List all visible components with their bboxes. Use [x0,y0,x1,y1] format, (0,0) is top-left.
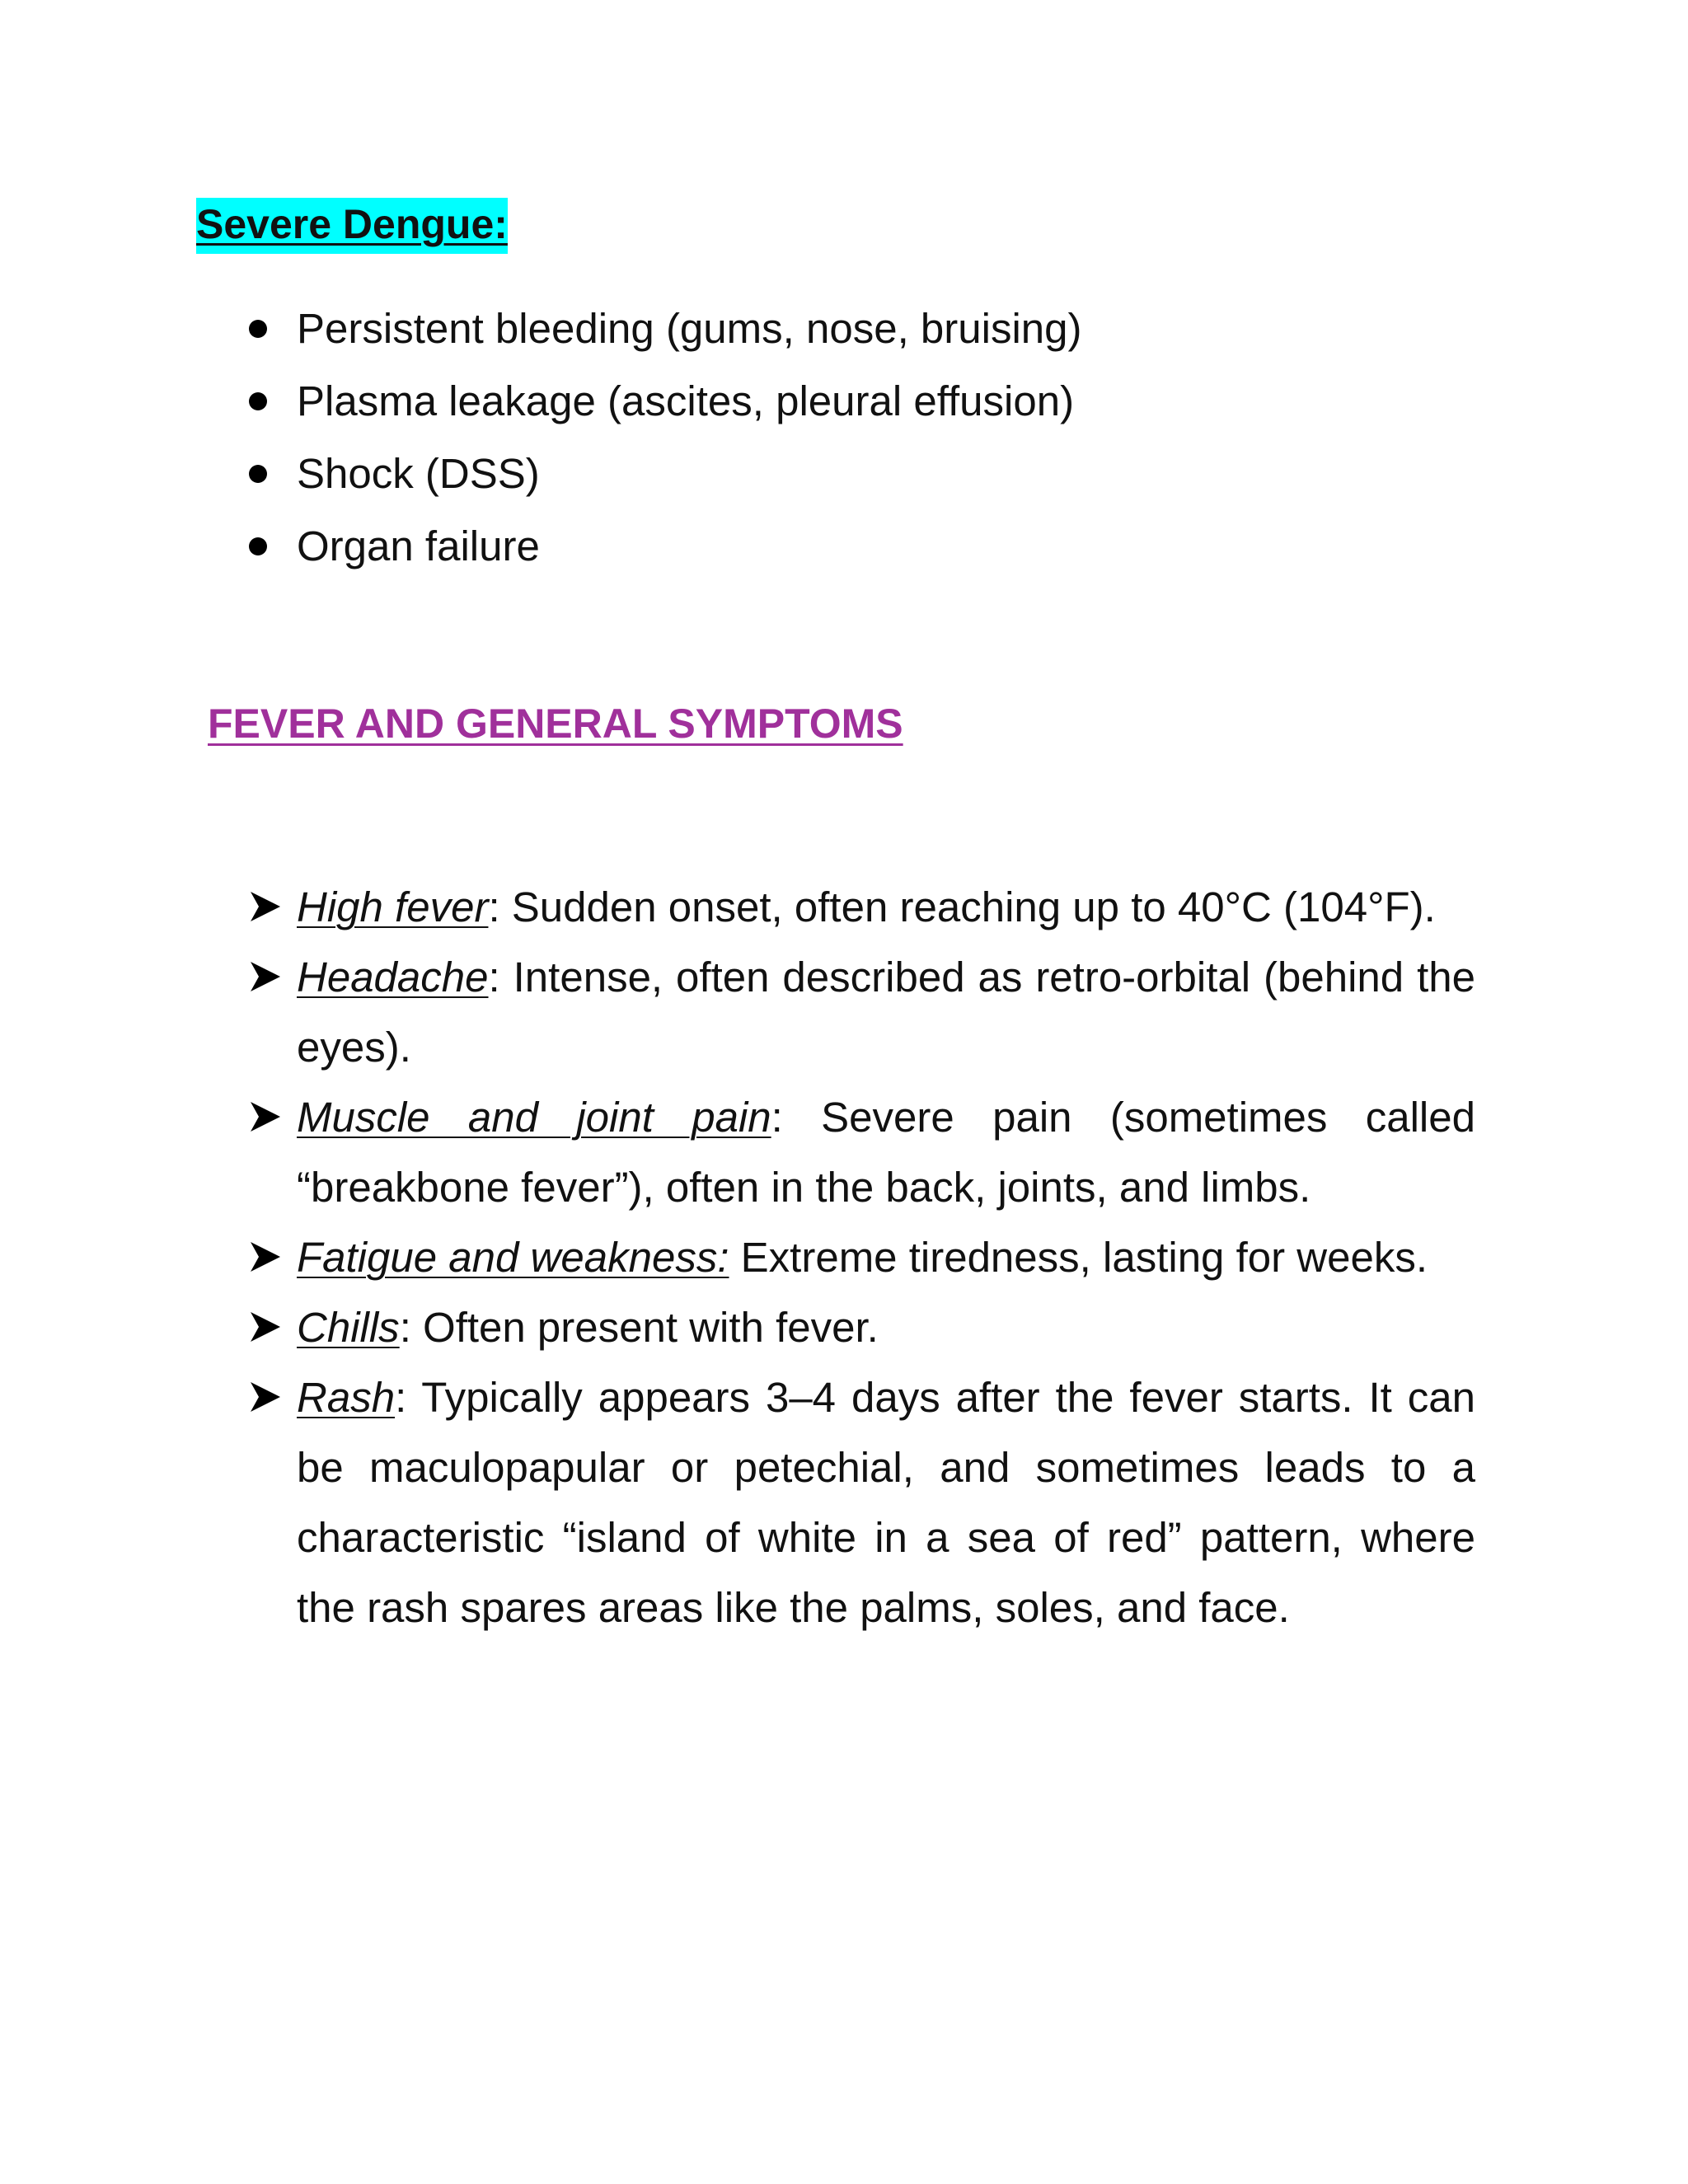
symptom-term: Muscle and joint pain [297,1094,771,1141]
list-item [247,942,1475,1082]
list-item-text: Persistent bleeding (gums, nose, bruising) [297,305,1082,352]
bullet-dot-icon [249,537,267,555]
symptom-term: High fever [297,883,489,930]
bullet-dot-icon [249,465,267,483]
symptom-separator: : [771,1094,783,1141]
symptom-term: Fatigue and weakness: [297,1234,729,1281]
list-item [247,1292,1475,1362]
symptom-term: Rash [297,1374,396,1421]
arrowhead-bullet-icon [249,890,282,923]
list-item [247,510,1082,583]
arrowhead-bullet-icon [249,1380,282,1413]
fever-symptoms-heading: FEVER AND GENERAL SYMPTOMS [208,701,903,747]
severe-dengue-heading: Severe Dengue: [196,198,508,254]
list-item [247,1362,1475,1643]
symptom-description: Intense, often described as retro-orbital (behind the eyes). [297,954,1475,1071]
list-item [247,1082,1475,1222]
symptom-term: Chills [297,1304,400,1351]
list-item-text: Shock (DSS) [297,450,540,497]
symptom-separator: : [488,954,500,1001]
symptom-description: Severe pain (sometimes called “breakbone fever”), often in the back, joints, and limbs. [297,1094,1475,1211]
symptom-description: Often present with fever. [410,1304,879,1351]
symptom-description: Sudden onset, often reaching up to 40°C (104°F). [499,883,1436,930]
symptom-description: Typically appears 3–4 days after the fever starts. It can be maculopapular or petechial, and sometimes leads to a characteristic “island of white in a sea of red” pattern, where the rash spares areas like the palms, soles, and face. [297,1374,1475,1631]
symptom-term: Headache [297,954,489,1001]
symptom-separator: : [399,1304,411,1351]
symptom-list [247,872,1475,1643]
list-item [247,872,1475,942]
list-item [247,293,1082,365]
bullet-dot-icon [249,392,267,410]
severe-dengue-list [247,293,1082,583]
list-item [247,365,1082,438]
list-item-text: Plasma leakage (ascites, pleural effusion) [297,377,1075,424]
bullet-dot-icon [249,320,267,338]
list-item [247,1222,1475,1292]
arrowhead-bullet-icon [249,1100,282,1133]
arrowhead-bullet-icon [249,960,282,993]
symptom-separator: : [395,1374,407,1421]
symptom-description: Extreme tiredness, lasting for weeks. [729,1234,1428,1281]
arrowhead-bullet-icon [249,1240,282,1273]
symptom-separator: : [488,883,500,930]
arrowhead-bullet-icon [249,1310,282,1343]
list-item [247,438,1082,510]
list-item-text: Organ failure [297,523,540,569]
